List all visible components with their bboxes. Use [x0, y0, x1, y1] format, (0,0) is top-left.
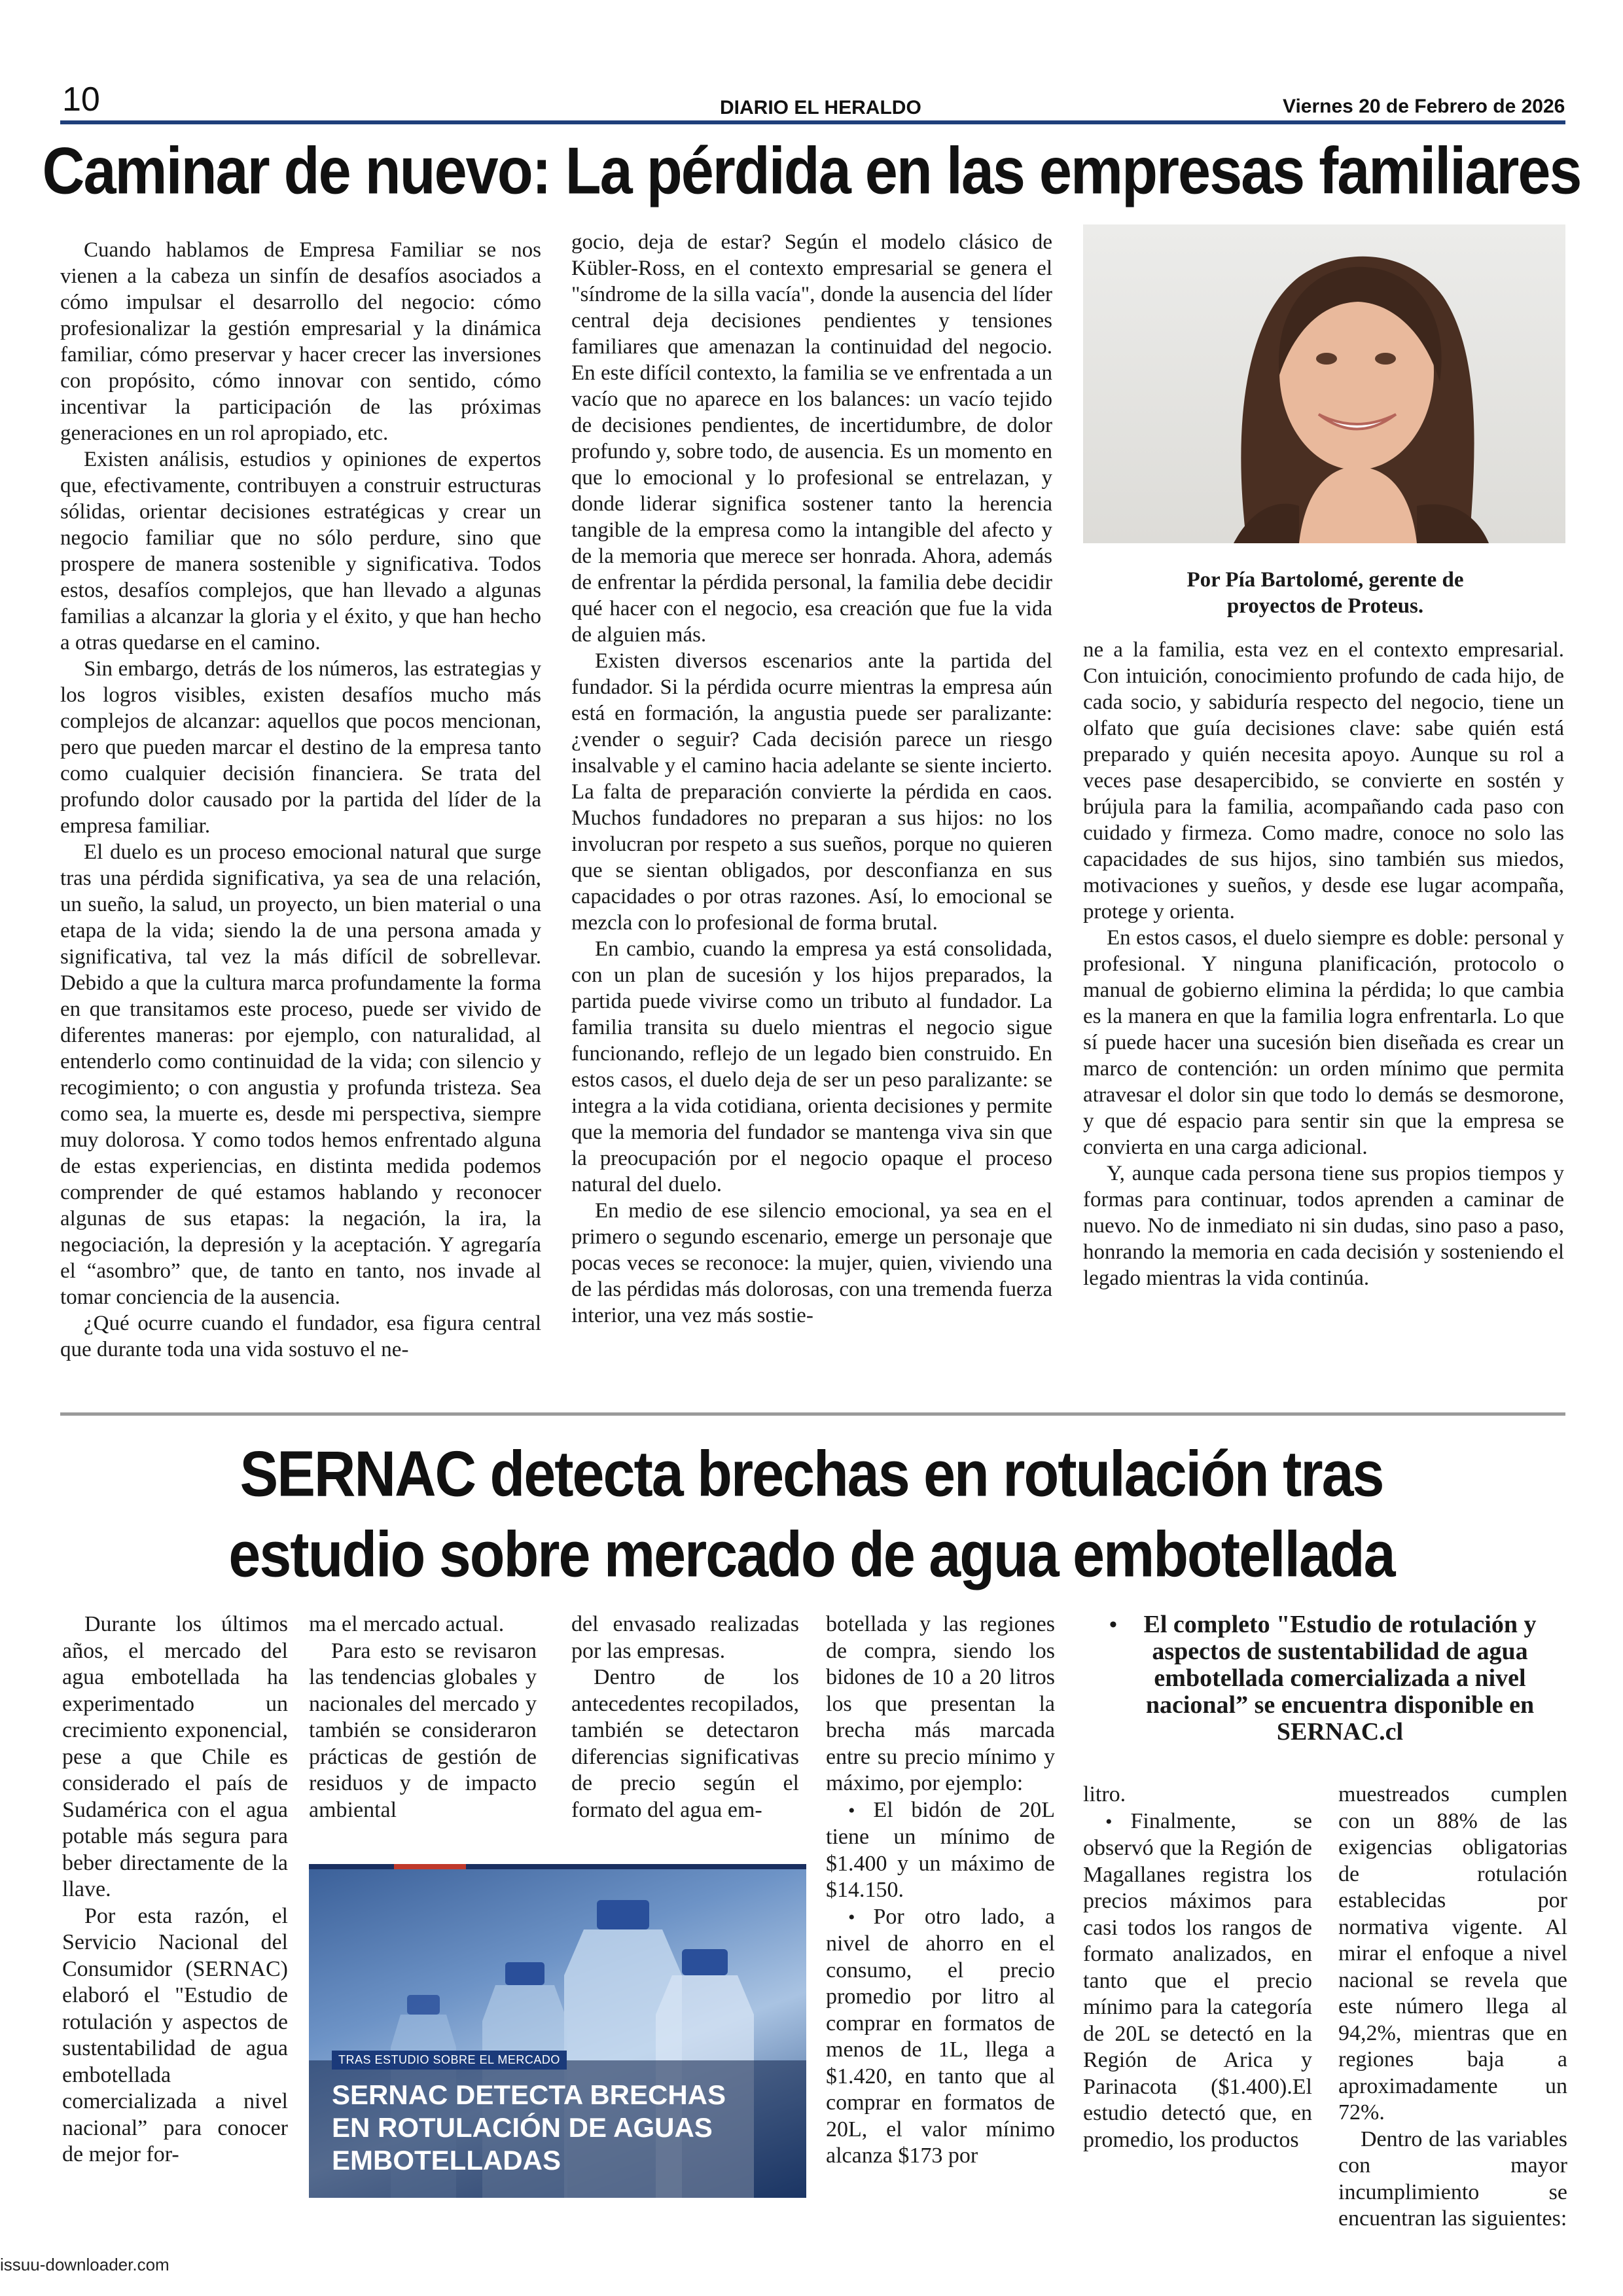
paragraph: del envasado realizadas por las empresas.: [571, 1612, 799, 1663]
article2-column-5: [1083, 1782, 1312, 2153]
paragraph: Existen diversos escenarios ante la partida del fundador. Si la pérdida ocurre mientras la empresa aún está en formación, la angustia puede ser paralizante: ¿vender o seguir? Cada decisión parece un riesgo insalvable y el camino hacia adelante se siente incierto. La falta de preparación convierte la pérdida en caos. Muchos fundadores no preparan a sus hijos: no los involucran por respeto a sus sueños, porque no quieren que se sientan obligados, por desconfianza en sus capacidades o por otras razones. Así, lo emocional se mezcla con lo profesional de forma brutal.: [571, 649, 1052, 935]
article2-column-1: [62, 1611, 288, 2168]
article1-column-2: [571, 229, 1052, 1329]
paragraph: ¿Qué ocurre cuando el fundador, esa figura central que durante toda una vida sostuvo el ne-: [60, 1312, 541, 1361]
header-rule: [60, 120, 1565, 124]
paragraph: gocio, deja de estar? Según el modelo clásico de Kübler-Ross, en el contexto empresarial se genera el "síndrome de la silla vacía", donde la ausencia del líder central deja decisiones pendientes y tensiones familiares que amenazan la continuidad del negocio. En este difícil contexto, la familia se ve enfrentada a un vacío que no aparece en los balances: un vacío tejido de decisiones pendientes, de incertidumbre, de dolor profundo y, sobre todo, de ausencia. Es un momento en que lo emocional y lo profesional se entrelazan, y donde liderar significa sostener tanto la herencia tangible de la empresa como la intangible del afecto y de la memoria que merece ser honrada. Ahora, además de enfrentar la pérdida personal, la familia debe decidir qué hacer con el negocio, esa creación que fue la vida de alguien más.: [571, 230, 1052, 647]
paragraph: Y, aunque cada persona tiene sus propios tiempos y formas para continuar, todos aprenden a caminar de nuevo. No de inmediato ni sin dudas, sino paso a paso, honrando la memoria en cada decisión y sosteniendo el legado mientras la vida continúa.: [1083, 1162, 1564, 1290]
article2-column-4: [826, 1611, 1055, 2170]
issue-date: Viernes 20 de Febrero de 2026: [1283, 96, 1565, 117]
image-title-line: EMBOTELLADAS: [332, 2145, 561, 2176]
article1-column-3: [1083, 637, 1564, 1291]
paragraph: ne a la familia, esta vez en el contexto empresarial. Con intuición, conocimiento profundo de cada hijo, de cada socio, y sabiduría respecto del negocio, tiene un olfato que guía decisiones clave: sabe quién está preparado y quién necesita apoyo. Aunque su rol a veces pase desapercibido, se convierte en sostén y brújula para la familia, acompañando cada paso con cuidado y firmeza. Como madre, conoce no solo las capacidades de sus hijos, sino también sus miedos, motivaciones y sueños, y desde ese lugar acompaña, protege y orienta.: [1083, 638, 1564, 924]
image-title: [332, 2079, 726, 2177]
paragraph: Dentro de las variables con mayor incumplimiento se encuentran las siguientes:: [1338, 2126, 1567, 2231]
paragraph: Dentro de los antecedentes recopilados, también se detectaron diferencias significativas de precio según el formato del agua em-: [571, 1665, 799, 1822]
image-tag: TRAS ESTUDIO SOBRE EL MERCADO: [332, 2051, 567, 2070]
paragraph: El duelo es un proceso emocional natural que surge tras una pérdida significativa, ya sea de una relación, un sueño, la salud, un proyecto, un bien material o una etapa de la vida; siendo la de una persona amada y significativa, tal vez la más difícil de sobrellevar. Debido a que la cultura marca profundamente la forma en que transitamos este proceso, puede ser vivido de diferentes maneras: por ejemplo, con naturalidad, al entenderlo como continuidad de la vida; con silencio y recogimiento; o con angustia y profunda tristeza. Sea como sea, la muerte es, desde mi perspectiva, siempre muy dolorosa. Y como todos hemos enfrentado alguna de estas experiencias, en distinta medida podemos comprender de qué estamos hablando y reconocer algunas de sus etapas: la negación, la ira, la negociación, la depresión y la aceptación. Y agregaría el “asombro” que, de tanto en tanto, nos invade al tomar conciencia de la ausencia.: [60, 840, 541, 1309]
article2-column-3: [571, 1611, 799, 1823]
image-title-line: SERNAC DETECTA BRECHAS: [332, 2079, 726, 2110]
article2-headline-line2: estudio sobre mercado de agua embotellada: [228, 1518, 1395, 1590]
author-portrait: [1083, 224, 1565, 543]
paragraph: En medio de ese silencio emocional, ya sea en el primero o segundo escenario, emerge un personaje que pocas veces se reconoce: la mujer, quien, viviendo una de las pérdidas más dolorosas, con una tremenda fuerza interior, una vez más sostie-: [571, 1199, 1052, 1327]
paragraph: Por esta razón, el Servicio Nacional del Consumidor (SERNAC) elaboró el "Estudio de rotulación y aspectos de sustentabilidad de agua embotellada comercializada a nivel nacional” para conocer de mejor for-: [62, 1903, 288, 2166]
bullet-icon: •: [1109, 1613, 1117, 1637]
paragraph: Existen análisis, estudios y opiniones de expertos que, efectivamente, contribuyen a construir estructuras sólidas, orientar decisiones estratégicas y crear un negocio familiar que no sólo perdure, sino que prospere de manera sostenible y significativa. Todos estos, desafíos complejos, que han llevado a algunas familias a alcanzar la gloria y el éxito, y que han hecho a otras quedarse en el camino.: [60, 448, 541, 655]
paragraph: muestreados cumplen con un 88% de las exigencias obligatorias de rotulación establecidas por normativa vigente. Al mirar el enfoque a nivel nacional se revela que este número llega al 94,2%, mientras que en regiones baja a aproximadamente un 72%.: [1338, 1782, 1567, 2125]
article-divider: [60, 1412, 1565, 1416]
bullet-item: • Por otro lado, a nivel de ahorro en el consumo, el precio promedio por litro al comprar en formatos de menos de 1L, llega a $1.420, en tanto que al comprar en formatos de 20L, el valor mínimo alcanza $173 por: [826, 1904, 1055, 2170]
paragraph: Para esto se revisaron las tendencias globales y nacionales del mercado y también se consideraron prácticas de gestión de residuos y de impacto ambiental: [309, 1638, 537, 1822]
paragraph: ma el mercado actual.: [309, 1612, 505, 1636]
highlight-callout: [1086, 1611, 1567, 1746]
paragraph: Sin embargo, detrás de los números, las estrategias y los logros visibles, existen desafíos mucho más complejos de alcanzar: aquellos que pocos mencionan, pero que pueden marcar el destino de la empresa tanto como cualquier decisión financiera. Se trata del profundo dolor causado por la partida del líder de la empresa familiar.: [60, 657, 541, 838]
source-watermark: issuu-downloader.com: [0, 2255, 169, 2274]
page-number: 10: [62, 81, 100, 118]
article2-column-2: [309, 1611, 537, 1823]
paragraph: En estos casos, el duelo siempre es doble: personal y profesional. Y ninguna planificación, protocolo o manual de gobierno elimina la pérdida; lo que cambia es la manera en que la familia logra enfrentarla. Lo que sí puede hacer una sucesión bien diseñada es crear un marco de contención: un orden mínimo que permita atravesar el dolor sin que todo lo demás se desmorone, y que dé espacio para sentir sin que la empresa se convierta en una carga adicional.: [1083, 926, 1564, 1159]
article2-column-6: [1338, 1782, 1567, 2233]
portrait-illustration: [1083, 224, 1565, 543]
water-bottles-image: [309, 1864, 806, 2198]
newspaper-name: DIARIO EL HERALDO: [720, 97, 921, 118]
article2-headline-line1: SERNAC detecta brechas en rotulación tras: [240, 1437, 1383, 1510]
article1-column-1: [60, 237, 541, 1363]
paragraph: litro.: [1083, 1782, 1126, 1806]
paragraph: botellada y las regiones de compra, siendo los bidones de 10 a 20 litros los que presentan la brecha más marcada entre su precio mínimo y máximo, por ejemplo:: [826, 1612, 1055, 1795]
bullet-item: • Finalmente, se observó que la Región de Magallanes registra los precios máximos para casi todos los rangos de formato analizados, en tanto que el precio mínimo para la categoría de 20L se detectó en la Región de Arica y Parinacota ($1.400).El estudio detectó que, en promedio, los productos: [1083, 1808, 1312, 2154]
paragraph: Durante los últimos años, el mercado del agua embotellada ha experimentado un crecimiento exponencial, pese a que Chile es considerado el país de Sudamérica con el agua potable más segura para beber directamente de la llave.: [62, 1612, 288, 1901]
highlight-text: El completo "Estudio de rotulación y aspectos de sustentabilidad de agua embotellada comercializada a nivel nacional” se encuentra disponible en SERNAC.cl: [1143, 1611, 1537, 1746]
portrait-caption: Por Pía Bartolomé, gerente de proyectos de Proteus.: [1186, 568, 1464, 618]
image-title-line: EN ROTULACIÓN DE AGUAS: [332, 2112, 713, 2143]
article1-headline: Caminar de nuevo: La pérdida en las empresas familiares: [42, 135, 1581, 209]
bullet-item: • El bidón de 20L tiene un mínimo de $1.400 y un máximo de $14.150.: [826, 1797, 1055, 1904]
paragraph: Cuando hablamos de Empresa Familiar se nos vienen a la cabeza un sinfín de desafíos asociados a cómo impulsar el desarrollo del negocio: cómo profesionalizar la gestión empresarial y la dinámica familiar, cómo preservar y hacer crecer las inversiones con propósito, cómo innovar con sentido, cómo incentivar la participación de las próximas generaciones en un rol apropiado, etc.: [60, 238, 541, 445]
paragraph: En cambio, cuando la empresa ya está consolidada, con un plan de sucesión y los hijos preparados, la partida puede vivirse como un tributo al fundador. La familia transita su duelo mientras el negocio sigue funcionando, reflejo de un legado bien construido. En estos casos, el duelo deja de ser un peso paralizante: se integra a la vida cotidiana, orienta decisiones y permite que la memoria del fundador se mantenga viva sin que la preocupación por el negocio opaque el proceso natural del duelo.: [571, 937, 1052, 1196]
